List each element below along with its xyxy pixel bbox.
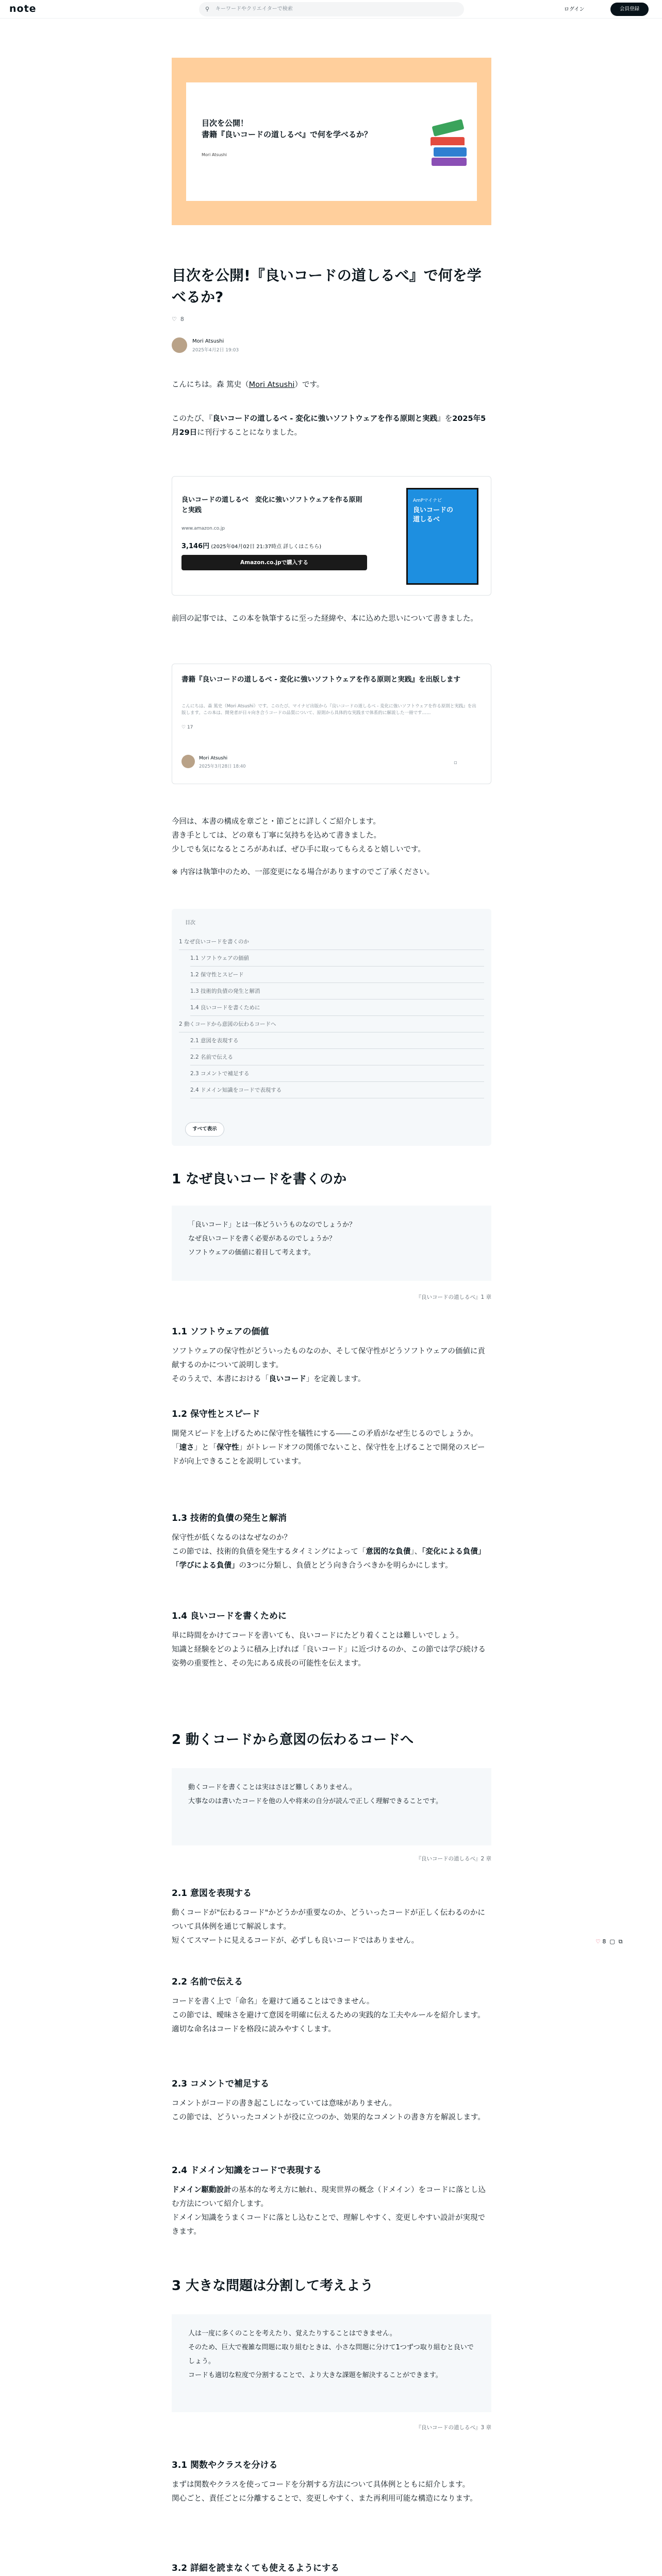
- section-1-2-body: 開発スピードを上げるために保守性を犠牲にする――この矛盾がなぜ生じるのでしょうか。 「速さ」と「保守性」がトレードオフの関係でないこと、保守性を上げることで開発のスピードが向上できることを説明しています。: [172, 1430, 485, 1466]
- embed-likes: ♡ 17: [181, 725, 193, 730]
- section-1-1-heading: 1.1 ソフトウェアの価値: [172, 1327, 269, 1337]
- like-button[interactable]: [172, 316, 184, 323]
- chapter-2-quote: 動くコードを書くことは実はさほど難しくありません。 大事なのは書いたコードを他の人や将来の自分が読んで正しく理解できることです。: [172, 1768, 491, 1845]
- section-2-1-body: 動くコードが"伝わるコード"かどうかが重要なのか、どういったコードが正しく伝わるのかについて具体例を通じて解説します。 短くてスマートに見えるコードが、必ずしも良いコードではありません。: [172, 1909, 485, 1945]
- login-link[interactable]: ログイン: [564, 7, 585, 12]
- chapter-1-quote: 「良いコード」とは一体どういうものなのでしょうか？ なぜ良いコードを書く必要があるのでしょうか？ ソフトウェアの価値に着目して考えます。: [172, 1206, 491, 1281]
- publisher-label: AmPマイナビ: [413, 498, 442, 503]
- toc-item[interactable]: 1 なぜ良いコードを書くのか: [179, 934, 484, 950]
- amazon-price: 3,146円 (2025年04月02日 21:37時点 詳しくはこちら): [181, 543, 322, 550]
- chapter-2-heading: 2 動くコードから意図の伝わるコードへ: [172, 1732, 414, 1748]
- signup-button[interactable]: 会員登録: [610, 3, 649, 16]
- eyecatch-author: Mori Atsushi: [202, 152, 227, 157]
- section-1-4-body: 単に時間をかけてコードを書いても、良いコードにたどり着くことは難しいでしょう。 知識と経験をどのように積み上げれば「良いコード」に近づけるのか、この節では学び続ける姿勢の重要性と、その先にある成長の可能性を伝えます。: [172, 1632, 486, 1668]
- section-2-4-body: ドメイン駆動設計の基本的な考え方に触れ、現実世界の概念（ドメイン）をコードに落とし込む方法について紹介します。 ドメイン知識をうまくコードに落とし込むことで、理解しやすく、変更しやすい設計が実現できます。: [172, 2186, 486, 2236]
- table-of-contents: [172, 909, 491, 1146]
- embed-note-icon: ▫: [454, 760, 457, 766]
- embed-author: Mori Atsushi: [199, 756, 228, 761]
- toc-item[interactable]: 2.3 コメントで補足する: [190, 1065, 484, 1082]
- chapter-2-citation: 『良いコードの道しるべ』2 章: [416, 1856, 491, 1862]
- author-avatar[interactable]: [172, 337, 187, 353]
- like-count: 8: [180, 316, 184, 323]
- toc-item[interactable]: 2.2 名前で伝える: [190, 1049, 484, 1065]
- amazon-product-title[interactable]: 良いコードの道しるべ 変化に強いソフトウェアを作る原則と実践: [181, 496, 362, 514]
- section-3-2-heading: 3.2 詳細を読まなくても使えるようにする: [172, 2563, 340, 2573]
- section-2-4-heading: 2.4 ドメイン知識をコードで表現する: [172, 2165, 322, 2176]
- author-link[interactable]: Mori Atsushi: [249, 381, 295, 389]
- toc-item[interactable]: 2 動くコードから意図の伝わるコードへ: [179, 1016, 484, 1032]
- toc-item[interactable]: 1.4 良いコードを書くために: [190, 999, 484, 1016]
- section-1-4-heading: 1.4 良いコードを書くために: [172, 1611, 287, 1621]
- embed-avatar: [181, 755, 195, 768]
- paragraph-intro-structure: 今回は、本書の構成を章ごと・節ごとに詳しくご紹介します。 書き手としては、どの章も丁寧に気持ちを込めて書きました。 少しでも気になるところがあれば、ぜひ手に取ってもらえると嬉しいです。: [172, 818, 425, 854]
- eyecatch-line1: 目次を公開！: [202, 118, 249, 128]
- section-2-3-heading: 2.3 コメントで補足する: [172, 2079, 270, 2089]
- heart-icon: ♡: [172, 316, 177, 323]
- toc-item[interactable]: 2.1 意図を表現する: [190, 1032, 484, 1049]
- chapter-3-citation: 『良いコードの道しるべ』3 章: [416, 2425, 491, 2431]
- intro-paragraph-2: このたび、『良いコードの道しるべ - 変化に強いソフトウェアを作る原則と実践』を2025年5月29日に刊行することになりました。: [172, 415, 486, 437]
- section-2-1-heading: 2.1 意図を表現する: [172, 1888, 252, 1899]
- eyecatch-line2: 書籍『良いコードの道しるべ』で何を学べるか？: [202, 130, 372, 139]
- embed-title[interactable]: 書籍『良いコードの道しるべ - 変化に強いソフトウェアを作る原則と実践』を出版します: [181, 675, 460, 684]
- section-2-2-heading: 2.2 名前で伝える: [172, 1977, 243, 1987]
- search-input[interactable]: [199, 2, 464, 16]
- toc-item[interactable]: 1.2 保守性とスピード: [190, 967, 484, 983]
- floating-actions: [595, 1938, 623, 1945]
- chapter-1-heading: 1 なぜ良いコードを書くのか: [172, 1172, 347, 1187]
- book-cover-title: 良いコードの 道しるべ: [413, 506, 454, 523]
- section-2-3-body: コメントがコードの書き起こしになっていては意味がありません。 この節では、どういったコメントが役に立つのか、効果的なコメントの書き方を解説します。: [172, 2099, 485, 2122]
- share-icon[interactable]: ⧉: [618, 1938, 623, 1945]
- section-1-3-heading: 1.3 技術的負債の発生と解消: [172, 1513, 287, 1523]
- site-header: [0, 0, 662, 19]
- search-icon: ⚲: [205, 6, 210, 12]
- author-name[interactable]: Mori Atsushi: [192, 338, 224, 344]
- publish-date: 2025年4月2日 19:03: [192, 348, 239, 353]
- toc-show-all-button[interactable]: すべて表示: [185, 1122, 224, 1137]
- toc-item[interactable]: 2.4 ドメイン知識をコードで表現する: [190, 1082, 484, 1098]
- chapter-3-quote: 人は一度に多くのことを考えたり、覚えたりすることはできません。 そのため、巨大で複雑な問題に取り組むときは、小さな問題に分けて1つずつ取り組むと良いでしょう。 コードも適切な粒度で分割することで、より大きな課題を解決することができます。: [172, 2314, 491, 2412]
- toc-item[interactable]: 1.3 技術的負債の発生と解消: [190, 983, 484, 999]
- amazon-card[interactable]: [172, 476, 491, 596]
- paragraph-note: ※ 内容は執筆中のため、一部変更になる場合がありますのでご了承ください。: [172, 868, 435, 876]
- paragraph-previous: 前回の記事では、この本を執筆するに至った経緯や、本に込めた思いについて書きました。: [172, 615, 478, 623]
- search-placeholder: キーワードやクリエイターで検索: [216, 6, 293, 12]
- amazon-buy-button[interactable]: Amazon.co.jpで購入する: [181, 555, 367, 570]
- embed-description: こんにちは、森 篤史（Mori Atsushi）です。このたび、マイナビ出版から『良いコードの道しるべ - 変化に強いソフトウェアを作る原則と実践』を出版します。この本は、開発者が日々向き合うコードの品質について、原則から具体的な実践まで体系的に解説した一冊です……: [181, 704, 476, 716]
- floating-like-button[interactable]: ♡: [595, 1938, 601, 1945]
- toc-heading[interactable]: 目次: [185, 920, 195, 926]
- amazon-url: www.amazon.co.jp: [181, 526, 225, 531]
- note-logo[interactable]: note: [9, 3, 37, 14]
- books-illustration: [427, 116, 474, 168]
- section-2-2-body: コードを書く上で「命名」を避けて通ることはできません。 この節では、曖昧さを避けて意図を明確に伝えるための実践的な工夫やルールを紹介します。 適切な命名はコードを格段に読みやすくします。: [172, 1997, 485, 2033]
- embedded-note-card[interactable]: [172, 664, 491, 784]
- chapter-1-citation: 『良いコードの道しるべ』1 章: [416, 1294, 491, 1300]
- section-1-1-body: ソフトウェアの保守性がどういったものなのか、そして保守性がどうソフトウェアの価値に貢献するのかについて説明します。 そのうえで、本書における「良いコード」を定義します。: [172, 1347, 485, 1383]
- article-title: 目次を公開!『良いコードの道しるべ』で何を学べるか?: [172, 267, 482, 306]
- section-1-3-body: 保守性が低くなるのはなぜなのか？ この節では、技術的負債を発生するタイミングによって「意図的な負債」、「変化による負債」「学びによる負債」の3つに分類し、負債とどう向き合うべきかを明らかにします。: [172, 1534, 486, 1570]
- floating-like-count: 8: [602, 1938, 606, 1945]
- eyecatch-image: [172, 58, 491, 225]
- chapter-3-heading: 3 大きな問題は分割して考えよう: [172, 2278, 374, 2294]
- section-3-1-body: まずは関数やクラスを使ってコードを分割する方法について具体例とともに紹介します。 関心ごと、責任ごとに分離することで、変更しやすく、また再利用可能な構造になります。: [172, 2481, 477, 2503]
- comment-icon[interactable]: ▢: [609, 1938, 615, 1945]
- book-cover[interactable]: [406, 488, 478, 585]
- section-3-1-heading: 3.1 関数やクラスを分ける: [172, 2460, 278, 2470]
- heart-icon: ♡: [181, 725, 186, 730]
- toc-item[interactable]: 1.1 ソフトウェアの価値: [190, 950, 484, 967]
- embed-date: 2025年3月28日 18:40: [199, 764, 246, 769]
- section-1-2-heading: 1.2 保守性とスピード: [172, 1409, 260, 1419]
- eyecatch-card: [186, 82, 477, 201]
- intro-paragraph-1: こんにちは。森 篤史（Mori Atsushi）です。: [172, 381, 324, 389]
